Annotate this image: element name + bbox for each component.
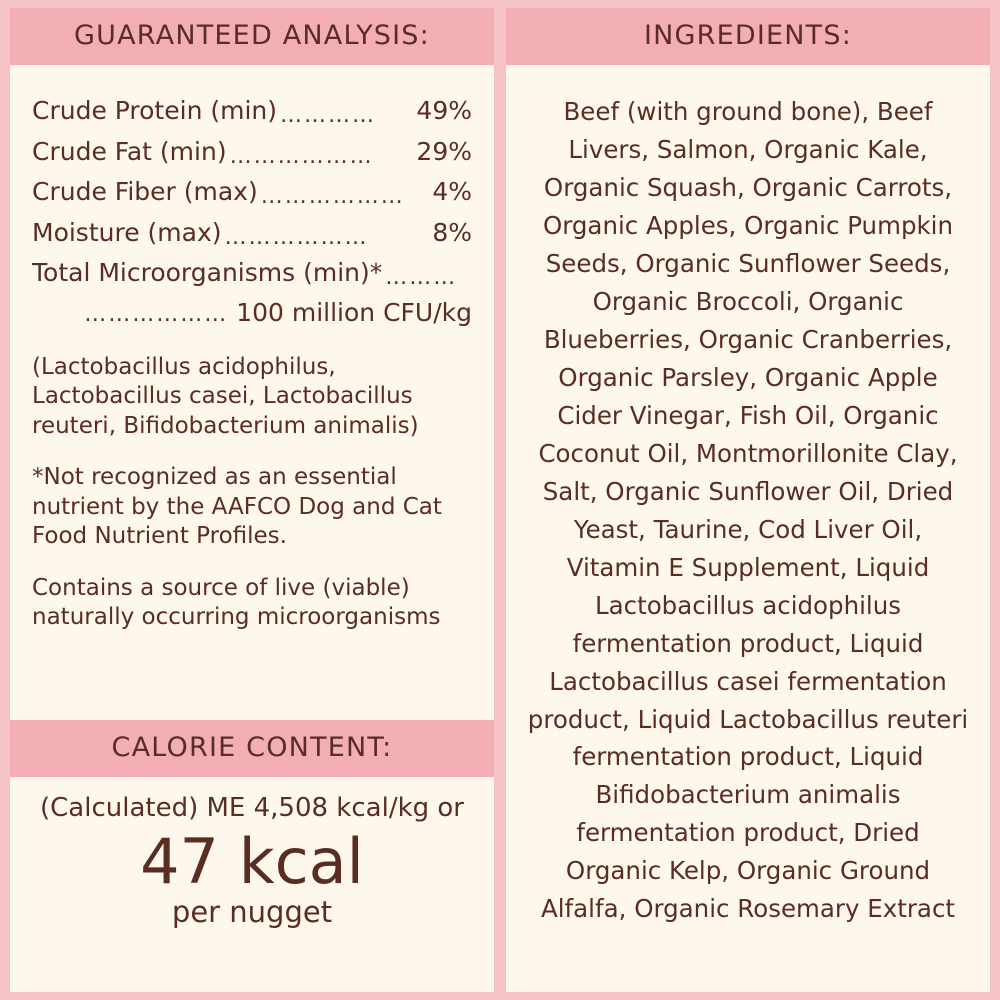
microorganisms-row xyxy=(32,253,472,294)
calorie-per-nugget-label: per nugget xyxy=(171,895,333,930)
calorie-content-header xyxy=(10,720,494,777)
analysis-value: 29% xyxy=(416,136,472,166)
guaranteed-analysis-header xyxy=(10,8,494,65)
probiotic-strains-note: (Lactobacillus acidophilus, Lactobacillus casei, Lactobacillus reuteri, Bifidobacterium animalis) xyxy=(32,354,419,439)
ingredients-title: INGREDIENTS: xyxy=(643,20,853,51)
microorganisms-value-row xyxy=(32,294,472,332)
microorganisms-label: Total Microorganisms (min)* xyxy=(32,258,383,287)
ingredients-header xyxy=(506,8,990,65)
guaranteed-analysis-panel xyxy=(10,65,494,720)
analysis-value: 4% xyxy=(432,177,472,206)
leader-dots: ………… xyxy=(280,103,377,128)
right-column xyxy=(506,8,990,992)
analysis-value: 49% xyxy=(416,96,472,125)
analysis-row xyxy=(32,172,472,213)
analysis-row xyxy=(32,91,472,132)
leader-dots: ……… xyxy=(385,265,458,290)
analysis-row xyxy=(32,132,472,173)
analysis-label: Moisture (max) xyxy=(32,217,222,247)
analysis-label: Crude Fat (min) xyxy=(32,136,227,166)
leader-dots: ……………… xyxy=(260,184,405,209)
calorie-per-nugget-value: 47 kcal xyxy=(140,825,364,899)
live-microorganisms-note: Contains a source of live (viable) naturally occurring microorganisms xyxy=(32,574,441,631)
aafco-footnote: *Not recognized as an essential nutrient by the AAFCO Dog and Cat Food Nutrient Profiles. xyxy=(32,464,442,550)
calorie-content-title: CALORIE CONTENT: xyxy=(111,732,393,763)
microorganisms-value: 100 million CFU/kg xyxy=(236,297,472,327)
ingredients-panel xyxy=(506,65,990,992)
analysis-value: 8% xyxy=(432,217,472,247)
leader-dots: ……………… xyxy=(84,301,229,327)
analysis-label: Crude Protein (min) xyxy=(32,96,278,125)
calorie-me-line: (Calculated) ME 4,508 kcal/kg or xyxy=(40,793,464,823)
guaranteed-analysis-title: GUARANTEED ANALYSIS: xyxy=(74,20,430,51)
analysis-row xyxy=(32,213,472,254)
leader-dots: ……………… xyxy=(229,143,374,169)
calorie-content-panel xyxy=(10,777,494,992)
analysis-label: Crude Fiber (max) xyxy=(32,177,258,206)
ingredients-list: Beef (with ground bone), Beef Livers, Salmon, Organic Kale, Organic Squash, Organic Carrots, Organic Apples, Organic Pumpkin Seeds, Organic Sunflower Seeds, Organic Broccoli, Organic Blueberries, Organic Cranberries, Organic Parsley, Organic Apple Cider Vinegar, Fish Oil, Organic Coconut Oil, Montmorillonite Clay, Salt, Organic Sunflower Oil, Dried Yeast, Taurine, Cod Liver Oil, Vitamin E Supplement, Liquid Lactobacillus acidophilus fermentation product, Liquid Lactobacillus casei fermentation product, Liquid Lactobacillus reuteri fermentation product, Liquid Bifidobacterium animalis fermentation product, Dried Organic Kelp, Organic Ground Alfalfa, Organic Rosemary Extract xyxy=(527,97,969,924)
left-column xyxy=(10,8,494,992)
leader-dots: ……………… xyxy=(224,224,369,250)
